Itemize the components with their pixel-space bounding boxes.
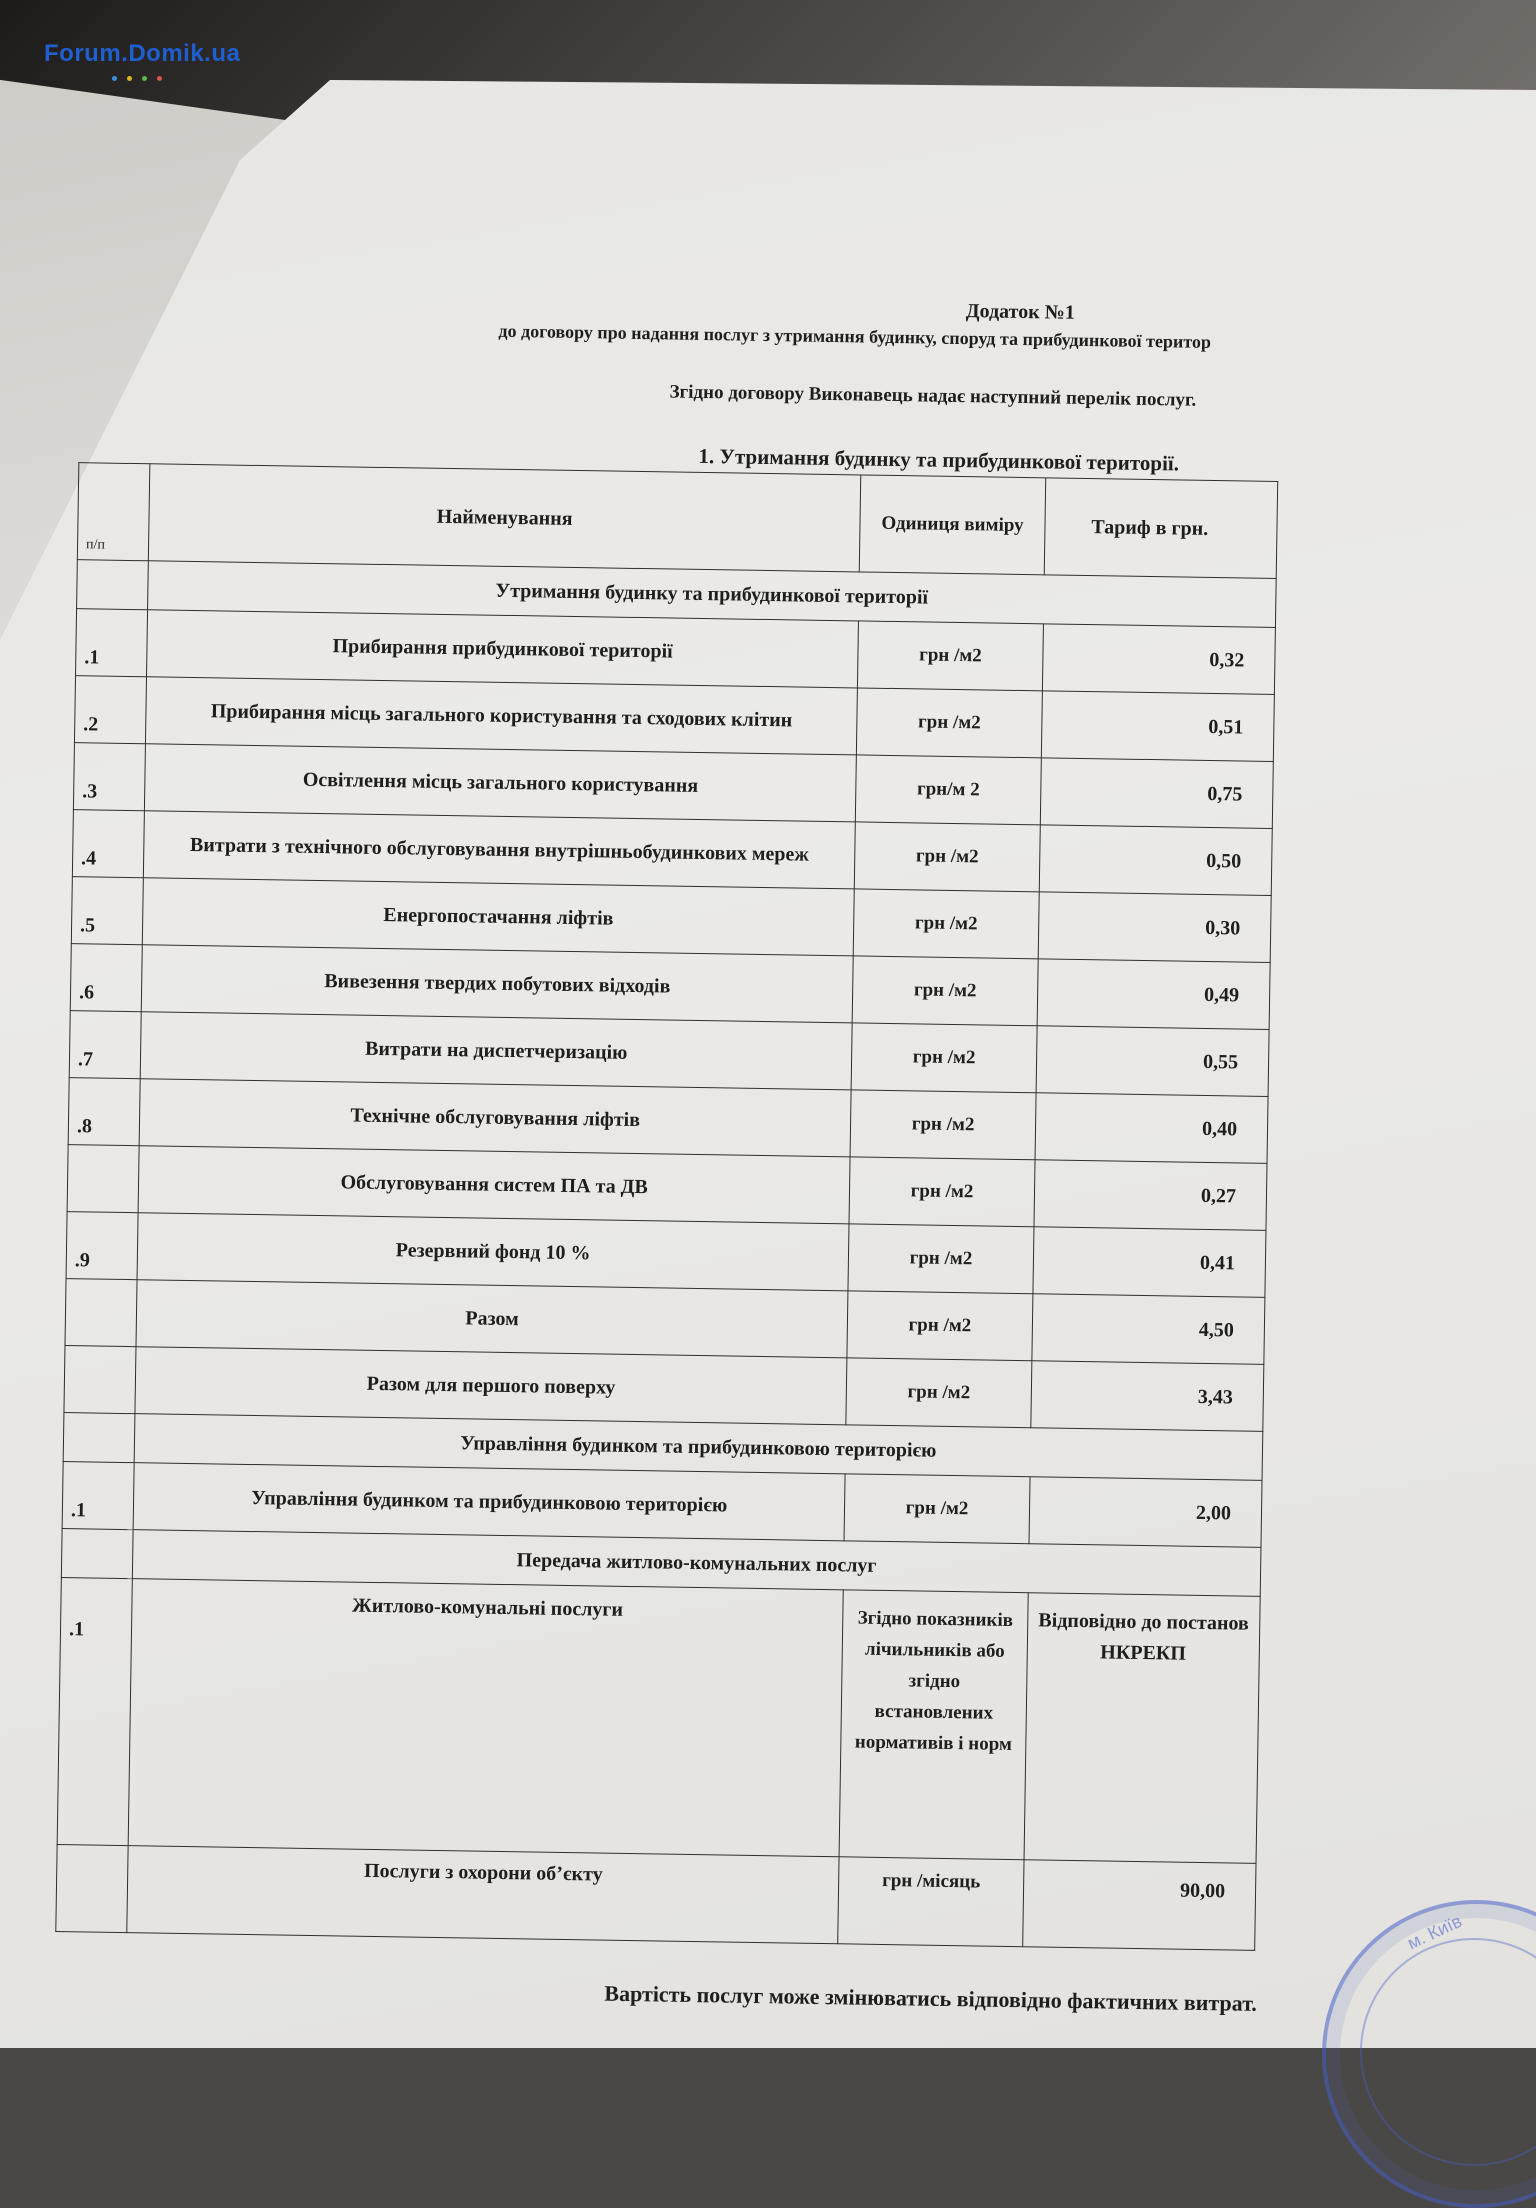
row-unit-cell: грн /м2	[855, 822, 1040, 892]
row-name-cell: Житлово-комунальні послуги	[128, 1579, 844, 1857]
row-num-cell: .2	[74, 676, 146, 744]
row-tariff-cell: 90,00	[1022, 1860, 1256, 1951]
row-unit-cell: грн /м2	[857, 688, 1042, 758]
row-num-cell: .1	[62, 1462, 134, 1530]
header-tariff: Тариф в грн.	[1044, 478, 1278, 579]
row-name-cell: Разом для першого поверху	[135, 1347, 848, 1425]
row-tariff-cell: 4,50	[1032, 1294, 1265, 1365]
row-num-cell	[56, 1845, 128, 1933]
section-title-cell: Утримання будинку та прибудинкової території	[147, 561, 1276, 628]
row-num-cell: .4	[72, 810, 144, 878]
row-unit-cell: грн/м 2	[856, 755, 1041, 825]
row-tariff-cell: 0,40	[1035, 1093, 1268, 1164]
row-tariff-cell: 3,43	[1030, 1361, 1263, 1432]
row-tariff-cell: 0,27	[1034, 1160, 1267, 1231]
row-name-cell: Прибирання прибудинкової території	[146, 610, 859, 688]
row-tariff-cell: 0,51	[1041, 691, 1274, 762]
row-unit-cell: грн /м2	[858, 621, 1043, 691]
row-num-cell	[65, 1279, 137, 1347]
stamp-inner-ring	[1360, 1938, 1536, 2166]
table-header-row	[77, 463, 1277, 579]
row-unit-cell: грн /м2	[846, 1358, 1031, 1428]
watermark-logo: Forum.Domik.ua	[44, 40, 241, 67]
row-num-cell	[67, 1145, 139, 1213]
row-tariff-cell: 2,00	[1029, 1477, 1262, 1548]
document-title: Додаток №1	[965, 300, 1075, 324]
row-name-cell: Прибирання місць загального користування та сходових клітин	[145, 677, 858, 755]
row-num-cell: .1	[57, 1578, 132, 1846]
row-num-cell: .9	[66, 1212, 138, 1280]
row-tariff-cell: 0,32	[1042, 624, 1275, 695]
row-tariff-cell: 0,75	[1040, 758, 1273, 829]
row-unit-cell: грн /м2	[852, 1023, 1037, 1093]
row-name-cell: Вивезення твердих побутових відходів	[141, 945, 854, 1023]
row-name-cell: Разом	[136, 1280, 849, 1358]
row-unit-cell: грн /м2	[844, 1474, 1029, 1544]
table-row	[56, 1845, 1256, 1951]
row-num-cell: .6	[70, 944, 142, 1012]
row-name-cell: Освітлення місць загального користування	[144, 744, 857, 822]
row-unit-cell: Згідно показників лічильників або згідно встановлених нормативів і норм	[839, 1590, 1027, 1860]
row-unit-cell: грн /м2	[853, 956, 1038, 1026]
section-title-cell: Управління будинком та прибудинковою територією	[134, 1414, 1263, 1481]
section-num-cell	[61, 1529, 133, 1579]
header-num: п/п	[77, 463, 149, 561]
row-name-cell: Витрати на диспетчеризацію	[140, 1012, 853, 1090]
row-unit-cell: грн /м2	[849, 1157, 1034, 1227]
row-name-cell: Енергопостачання ліфтів	[142, 878, 855, 956]
section-title-cell: Передача житлово-комунальних послуг	[132, 1530, 1261, 1597]
row-num-cell: .1	[76, 609, 148, 677]
row-tariff-cell: 0,30	[1038, 892, 1271, 963]
header-name: Найменування	[148, 464, 861, 572]
row-name-cell: Управління будинком та прибудинковою територією	[133, 1463, 846, 1541]
document-subtitle: до договору про надання послуг з утримання будинку, споруд та прибудинкової територ	[498, 320, 1212, 352]
row-name-cell: Технічне обслуговування ліфтів	[139, 1079, 852, 1157]
stamp-text: м. Київ	[1404, 1910, 1465, 1954]
row-num-cell: .3	[73, 743, 145, 811]
section-heading: 1. Утримання будинку та прибудинкової території.	[698, 443, 1180, 476]
row-num-cell: .8	[68, 1078, 140, 1146]
row-name-cell: Резервний фонд 10 %	[137, 1213, 850, 1291]
row-name-cell: Послуги з охорони об’єкту	[127, 1846, 840, 1944]
row-unit-cell: грн /м2	[854, 889, 1039, 959]
section-num-cell	[63, 1413, 135, 1463]
document-footer: Вартість послуг може змінюватись відповідно фактичних витрат.	[604, 1980, 1258, 2016]
row-unit-cell: грн /м2	[848, 1224, 1033, 1294]
section-num-cell	[77, 560, 149, 610]
services-table	[55, 462, 1278, 1951]
row-unit-cell: грн /місяць	[838, 1857, 1024, 1947]
row-tariff-cell: 0,50	[1039, 825, 1272, 896]
row-num-cell	[64, 1346, 136, 1414]
row-unit-cell: грн /м2	[850, 1090, 1035, 1160]
row-tariff-cell: 0,49	[1037, 959, 1270, 1030]
row-num-cell: .5	[71, 877, 143, 945]
document-intro: Згідно договору Виконавець надає наступний перелік послуг.	[669, 381, 1197, 411]
row-unit-cell: грн /м2	[847, 1291, 1032, 1361]
row-tariff-cell: Відповідно до постанов НКРЕКП	[1024, 1593, 1261, 1864]
header-unit: Одиниця виміру	[860, 475, 1046, 575]
row-tariff-cell: 0,55	[1036, 1026, 1269, 1097]
row-name-cell: Витрати з технічного обслуговування внутрішньобудинкових мереж	[143, 811, 856, 889]
row-tariff-cell: 0,41	[1033, 1227, 1266, 1298]
row-name-cell: Обслуговування систем ПА та ДВ	[138, 1146, 851, 1224]
row-num-cell: .7	[69, 1011, 141, 1079]
table-row	[57, 1578, 1260, 1864]
